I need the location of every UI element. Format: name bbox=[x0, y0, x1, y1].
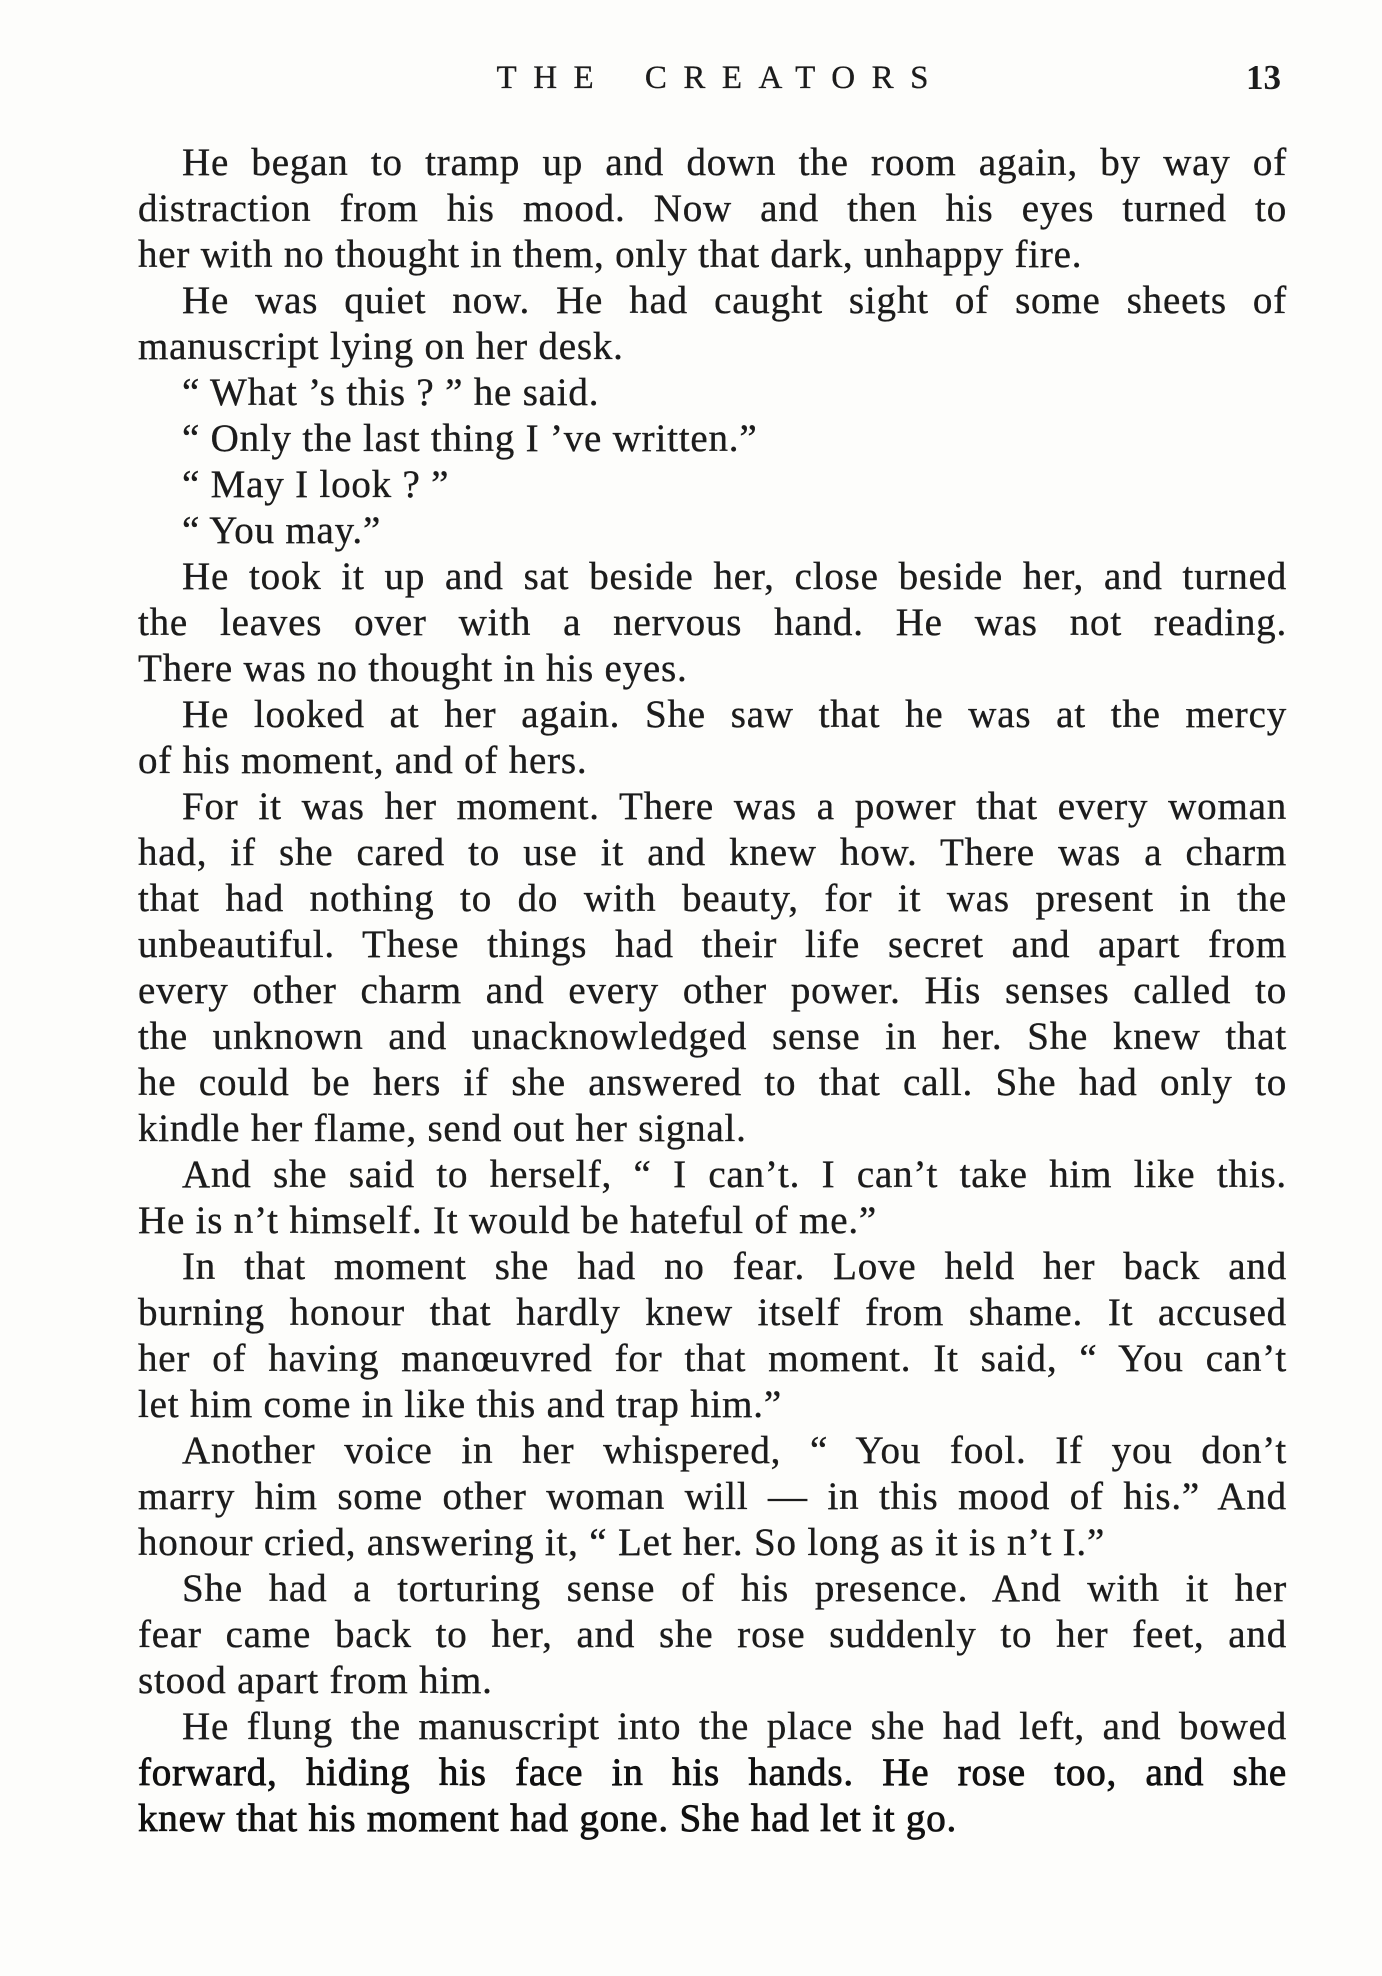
text-line: “ Only the last thing I ’ve written.” bbox=[182, 417, 758, 460]
dialogue-paragraph bbox=[138, 462, 1287, 508]
text-line: stood apart from him. bbox=[138, 1659, 493, 1702]
text-line: of his moment, and of hers. bbox=[138, 739, 588, 782]
text-line: He flung the manuscript into the place she had left, and bowed bbox=[182, 1705, 1287, 1748]
text-line: forward, hiding his face in his hands. He rose too, and she bbox=[138, 1751, 1287, 1794]
paragraph bbox=[138, 140, 1287, 278]
text-line: her with no thought in them, only that dark, unhappy fire. bbox=[138, 233, 1083, 276]
body-text bbox=[138, 140, 1287, 1842]
text-line: had, if she cared to use it and knew how. There was a charm bbox=[138, 831, 1287, 874]
text-line: “ May I look ? ” bbox=[182, 463, 450, 506]
paragraph bbox=[138, 1244, 1287, 1428]
text-line: There was no thought in his eyes. bbox=[138, 647, 688, 690]
text-line: And she said to herself, “ I can’t. I can’t take him like this. bbox=[182, 1153, 1287, 1196]
paragraph bbox=[138, 1152, 1287, 1244]
text-line: her of having manœuvred for that moment. It said, “ You can’t bbox=[138, 1337, 1287, 1380]
paragraph bbox=[138, 1428, 1287, 1566]
paragraph bbox=[138, 1704, 1287, 1842]
text-line: He looked at her again. She saw that he was at the mercy bbox=[182, 693, 1287, 736]
page-number: 13 bbox=[1246, 58, 1281, 97]
text-line: marry him some other woman will — in this mood of his.” And bbox=[138, 1475, 1287, 1518]
text-line: the leaves over with a nervous hand. He was not reading. bbox=[138, 601, 1287, 644]
dialogue-paragraph bbox=[138, 416, 1287, 462]
text-line: He is n’t himself. It would be hateful of me.” bbox=[138, 1199, 877, 1242]
text-line: He began to tramp up and down the room again, by way of bbox=[182, 141, 1287, 184]
paragraph bbox=[138, 784, 1287, 1152]
paragraph bbox=[138, 554, 1287, 692]
text-line: In that moment she had no fear. Love held her back and bbox=[182, 1245, 1287, 1288]
text-line: He was quiet now. He had caught sight of some sheets of bbox=[182, 279, 1287, 322]
dialogue-paragraph bbox=[138, 370, 1287, 416]
running-title: THE CREATORS bbox=[496, 60, 945, 96]
text-line: manuscript lying on her desk. bbox=[138, 325, 624, 368]
text-line: the unknown and unacknowledged sense in her. She knew that bbox=[138, 1015, 1287, 1058]
paragraph bbox=[138, 692, 1287, 784]
text-line: She had a torturing sense of his presence. And with it her bbox=[182, 1567, 1287, 1610]
text-line: He took it up and sat beside her, close beside her, and turned bbox=[182, 555, 1287, 598]
running-head bbox=[138, 56, 1287, 100]
text-line: every other charm and every other power. His senses called to bbox=[138, 969, 1287, 1012]
text-line: kindle her flame, send out her signal. bbox=[138, 1107, 747, 1150]
paragraph bbox=[138, 278, 1287, 370]
text-line: distraction from his mood. Now and then his eyes turned to bbox=[138, 187, 1287, 230]
text-line: burning honour that hardly knew itself from shame. It accused bbox=[138, 1291, 1287, 1334]
paragraph bbox=[138, 1566, 1287, 1704]
text-line: that had nothing to do with beauty, for it was present in the bbox=[138, 877, 1287, 920]
text-line: honour cried, answering it, “ Let her. So long as it is n’t I.” bbox=[138, 1521, 1106, 1564]
text-line: he could be hers if she answered to that call. She had only to bbox=[138, 1061, 1287, 1104]
dialogue-paragraph bbox=[138, 508, 1287, 554]
text-line: knew that his moment had gone. She had let it go. bbox=[138, 1797, 958, 1840]
text-line: For it was her moment. There was a power that every woman bbox=[182, 785, 1287, 828]
text-line: “ What ’s this ? ” he said. bbox=[182, 371, 600, 414]
text-line: unbeautiful. These things had their life secret and apart from bbox=[138, 923, 1287, 966]
text-line: let him come in like this and trap him.” bbox=[138, 1383, 782, 1426]
text-line: “ You may.” bbox=[182, 509, 382, 552]
text-line: Another voice in her whispered, “ You fool. If you don’t bbox=[182, 1429, 1287, 1472]
text-line: fear came back to her, and she rose suddenly to her feet, and bbox=[138, 1613, 1287, 1656]
